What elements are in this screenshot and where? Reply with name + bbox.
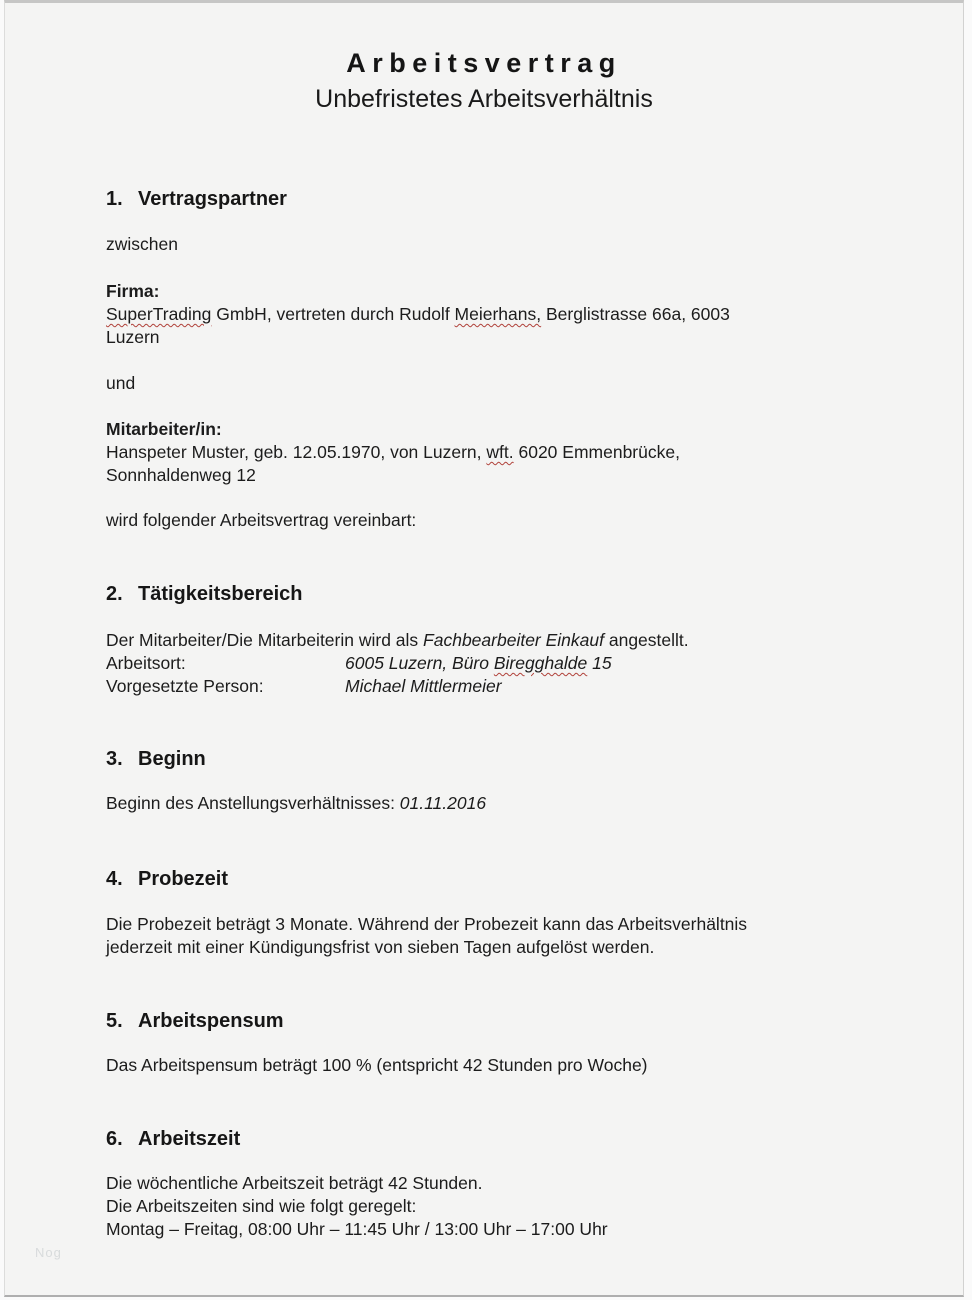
document-title: Arbeitsvertrag xyxy=(346,48,622,78)
section-5-title: Arbeitspensum xyxy=(138,1010,284,1032)
contract-content xyxy=(5,3,963,1241)
taetigkeit-intro-end: angestellt. xyxy=(604,630,689,650)
firma-line-2: Luzern xyxy=(106,327,160,347)
arbeitspensum-line: Das Arbeitspensum beträgt 100 % (entspricht 42 Stunden pro Woche) xyxy=(106,1055,648,1075)
beginn-line xyxy=(106,792,896,815)
section-6-heading xyxy=(106,1127,963,1151)
arbeitszeit-line-3: Montag – Freitag, 08:00 Uhr – 11:45 Uhr / 13:00 Uhr – 17:00 Uhr xyxy=(106,1219,608,1239)
vorgesetzte-value: Michael Mittlermeier xyxy=(345,676,502,696)
watermark-text: Nog xyxy=(35,1245,62,1260)
section-4-heading xyxy=(106,867,963,891)
mitarbeiter-city: 6020 Emmenbrücke, xyxy=(513,442,680,462)
section-1-heading xyxy=(106,187,963,211)
label-firma: Firma: xyxy=(106,281,160,301)
probezeit-line-2: jederzeit mit einer Kündigungsfrist von sieben Tagen aufgelöst werden. xyxy=(106,937,655,957)
firma-name-misspelled: SuperTrading xyxy=(106,304,212,324)
taetigkeit-intro xyxy=(106,629,896,652)
section-2-heading xyxy=(106,582,963,606)
section-5-heading xyxy=(106,1009,963,1033)
probezeit-line-1: Die Probezeit beträgt 3 Monate. Während der Probezeit kann das Arbeitsverhältnis xyxy=(106,914,748,934)
start-date: 01.11.2016 xyxy=(399,793,487,813)
arbeitsort-value-part1: 6005 Luzern, Büro xyxy=(345,653,494,673)
arbeitszeit-line-1: Die wöchentliche Arbeitszeit beträgt 42 Stunden. xyxy=(106,1173,483,1193)
section-1-number: 1. xyxy=(106,188,123,210)
paragraph-zwischen: zwischen xyxy=(106,234,178,254)
label-mitarbeiter: Mitarbeiter/in: xyxy=(106,419,222,439)
mitarbeiter-details: Hanspeter Muster, geb. 12.05.1970, von Luzern, xyxy=(106,442,487,462)
paragraph-closing: wird folgender Arbeitsvertrag vereinbart: xyxy=(106,510,417,530)
arbeitsort-row xyxy=(106,652,896,675)
arbeitsort-value-part3: 15 xyxy=(587,653,612,673)
mitarbeiter-line-1 xyxy=(106,441,896,464)
section-1-title: Vertragspartner xyxy=(138,188,287,210)
contract-page xyxy=(4,0,964,1297)
vorgesetzte-label: Vorgesetzte Person: xyxy=(106,676,264,696)
section-3-title: Beginn xyxy=(138,748,206,770)
mitarbeiter-line-2: Sonnhaldenweg 12 xyxy=(106,465,256,485)
section-3-number: 3. xyxy=(106,748,123,770)
beginn-text: Beginn des Anstellungsverhältnisses: xyxy=(106,793,400,813)
section-2-title: Tätigkeitsbereich xyxy=(138,583,303,605)
section-5-number: 5. xyxy=(106,1010,123,1032)
document-subtitle: Unbefristetes Arbeitsverhältnis xyxy=(315,85,653,113)
arbeitsort-street-misspelled: Biregghalde xyxy=(493,653,588,673)
section-3-heading xyxy=(106,747,963,771)
section-4-number: 4. xyxy=(106,868,123,890)
arbeitsort-label: Arbeitsort: xyxy=(106,653,186,673)
job-title: Fachbearbeiter Einkauf xyxy=(423,630,604,650)
vorgesetzte-row xyxy=(106,675,896,698)
firma-text: GmbH, vertreten durch Rudolf xyxy=(211,304,455,324)
firma-line-1 xyxy=(106,303,896,326)
firma-address: Berglistrasse 66a, 6003 xyxy=(541,304,730,324)
section-6-title: Arbeitszeit xyxy=(138,1128,241,1150)
firma-representative-misspelled: Meierhans, xyxy=(454,304,542,324)
paragraph-und: und xyxy=(106,373,136,393)
mitarbeiter-abbrev-misspelled: wft. xyxy=(486,442,514,462)
section-2-number: 2. xyxy=(106,583,123,605)
taetigkeit-intro-text: Der Mitarbeiter/Die Mitarbeiterin wird als xyxy=(106,630,424,650)
arbeitsort-value xyxy=(345,653,612,673)
section-4-title: Probezeit xyxy=(138,868,229,890)
arbeitszeit-line-2: Die Arbeitszeiten sind wie folgt geregelt: xyxy=(106,1196,417,1216)
section-6-number: 6. xyxy=(106,1128,123,1150)
